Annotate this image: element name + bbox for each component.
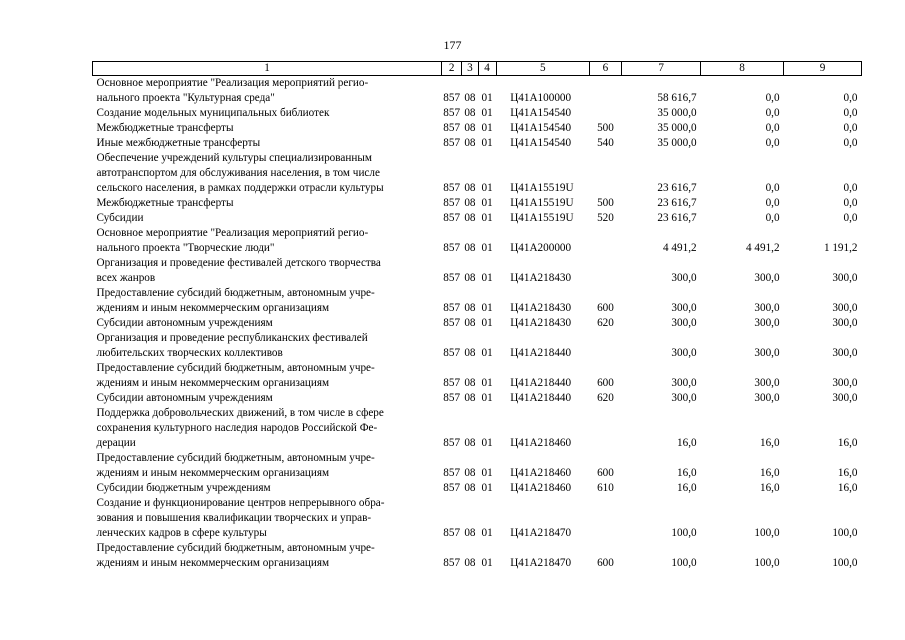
- row-name-line: Создание модельных муниципальных библиотек: [96, 107, 330, 119]
- col-section: 857: [443, 137, 461, 149]
- row-name: [93, 226, 442, 256]
- row-name: [93, 496, 442, 541]
- col-amount-2: 300,0: [754, 272, 780, 284]
- col-target-code: Ц41А218460: [510, 467, 572, 479]
- col-amount-3: 0,0: [843, 197, 858, 209]
- col-amount-1: 23 616,7: [657, 212, 697, 224]
- col-chapter: 08: [464, 377, 476, 389]
- col-subsection: 01: [481, 122, 493, 134]
- table-row: [93, 316, 862, 331]
- col-amount-3: 300,0: [832, 392, 858, 404]
- col-amount-1: 16,0: [677, 437, 697, 449]
- row-name-line: зования и повышения квалификации творческих и управ-: [96, 512, 372, 524]
- table-row: [93, 196, 862, 211]
- col-chapter: 08: [464, 182, 476, 194]
- row-name-line: ждениям и иным некоммерческим организациям: [96, 557, 330, 569]
- col-target-code: Ц41А218460: [510, 482, 572, 494]
- col-amount-1: 58 616,7: [657, 92, 697, 104]
- col-target-code: Ц41А218430: [510, 272, 572, 284]
- col-target-code: Ц41А15519U: [510, 182, 574, 194]
- col-amount-2: 0,0: [765, 92, 780, 104]
- col-expense-type: 620: [597, 392, 614, 404]
- header-cell: 2: [442, 62, 462, 76]
- row-name-line: ждениям и иным некоммерческим организациям: [96, 302, 330, 314]
- col-amount-3: 300,0: [832, 272, 858, 284]
- col-subsection: 01: [481, 392, 493, 404]
- table-row: [93, 256, 862, 286]
- col-section: 857: [443, 557, 461, 569]
- row-name-line: Организация и проведение фестивалей детского творчества: [96, 257, 381, 269]
- col-expense-type: [589, 496, 621, 541]
- col-amount-1: 300,0: [671, 302, 697, 314]
- header-cell: 6: [589, 62, 621, 76]
- col-target-code: Ц41А154540: [510, 107, 572, 119]
- col-amount-1: 23 616,7: [657, 197, 697, 209]
- col-target-code: Ц41А154540: [510, 122, 572, 134]
- col-chapter: 08: [464, 107, 476, 119]
- col-amount-2: 0,0: [765, 197, 780, 209]
- col-amount-3: 16,0: [837, 437, 858, 449]
- row-name: [93, 121, 442, 136]
- col-target-code: Ц41А218440: [510, 347, 572, 359]
- row-name-line: сохранения культурного наследия народов Российской Фе-: [96, 422, 378, 434]
- col-section: 857: [443, 467, 461, 479]
- col-amount-1: 100,0: [671, 557, 697, 569]
- col-section: 857: [443, 437, 461, 449]
- col-expense-type: [589, 331, 621, 361]
- col-target-code: Ц41А218470: [510, 527, 572, 539]
- col-section: 857: [443, 317, 461, 329]
- page-number: 177: [443, 38, 462, 52]
- col-expense-type: 600: [597, 467, 614, 479]
- col-subsection: 01: [481, 92, 493, 104]
- row-name: [93, 541, 442, 571]
- row-name-line: ждениям и иным некоммерческим организациям: [96, 377, 330, 389]
- col-section: 857: [443, 212, 461, 224]
- col-chapter: 08: [464, 347, 476, 359]
- row-name-line: всех жанров: [96, 272, 156, 284]
- table-row: [93, 406, 862, 451]
- row-name-line: Предоставление субсидий бюджетным, автономным учре-: [96, 362, 375, 374]
- col-amount-3: 0,0: [843, 122, 858, 134]
- col-amount-3: 16,0: [837, 482, 858, 494]
- col-amount-3: 16,0: [837, 467, 858, 479]
- col-amount-1: 100,0: [671, 527, 697, 539]
- col-chapter: 08: [464, 467, 476, 479]
- row-name-line: любительских творческих коллективов: [96, 347, 283, 359]
- col-section: 857: [443, 377, 461, 389]
- table-row: [93, 541, 862, 571]
- col-section: 857: [443, 122, 461, 134]
- col-subsection: 01: [481, 317, 493, 329]
- header-cell: 8: [701, 62, 784, 76]
- col-target-code: Ц41А15519U: [510, 197, 574, 209]
- row-name: [93, 406, 442, 451]
- col-target-code: Ц41А218440: [510, 392, 572, 404]
- row-name: [93, 136, 442, 151]
- col-amount-3: 100,0: [832, 557, 858, 569]
- col-subsection: 01: [481, 377, 493, 389]
- col-chapter: 08: [464, 122, 476, 134]
- table-row: [93, 226, 862, 256]
- row-name-line: Межбюджетные трансферты: [96, 122, 234, 134]
- col-target-code: Ц41А15519U: [510, 212, 574, 224]
- col-chapter: 08: [464, 317, 476, 329]
- col-subsection: 01: [481, 182, 493, 194]
- col-expense-type: 610: [597, 482, 614, 494]
- col-amount-3: 100,0: [832, 527, 858, 539]
- row-name: [93, 211, 442, 226]
- header-cell: 4: [478, 62, 496, 76]
- col-expense-type: [589, 226, 621, 256]
- row-name-line: Предоставление субсидий бюджетным, автономным учре-: [96, 452, 375, 464]
- col-amount-2: 16,0: [759, 482, 780, 494]
- row-name-line: дерации: [96, 437, 136, 449]
- col-amount-3: 300,0: [832, 317, 858, 329]
- row-name-line: Основное мероприятие "Реализация мероприятий регио-: [96, 77, 369, 89]
- col-expense-type: [589, 256, 621, 286]
- col-amount-3: 300,0: [832, 377, 858, 389]
- col-subsection: 01: [481, 302, 493, 314]
- col-target-code: Ц41А218470: [510, 557, 572, 569]
- col-amount-2: 16,0: [759, 467, 780, 479]
- table-row: [93, 106, 862, 121]
- row-name-line: Поддержка добровольческих движений, в том числе в сфере: [96, 407, 384, 419]
- col-chapter: 08: [464, 197, 476, 209]
- header-cell: 5: [496, 62, 589, 76]
- col-amount-2: 0,0: [765, 122, 780, 134]
- row-name-line: Субсидии автономным учреждениям: [96, 392, 273, 404]
- header-cell: 3: [462, 62, 478, 76]
- row-name-line: ждениям и иным некоммерческим организациям: [96, 467, 330, 479]
- col-amount-2: 100,0: [754, 557, 780, 569]
- header-cell: 9: [784, 62, 862, 76]
- col-amount-1: 35 000,0: [657, 107, 697, 119]
- row-name: [93, 76, 442, 107]
- row-name: [93, 106, 442, 121]
- table-row: [93, 361, 862, 391]
- col-subsection: 01: [481, 467, 493, 479]
- col-amount-1: 35 000,0: [657, 137, 697, 149]
- col-amount-3: 0,0: [843, 212, 858, 224]
- col-subsection: 01: [481, 137, 493, 149]
- row-name-line: Межбюджетные трансферты: [96, 197, 234, 209]
- col-section: 857: [443, 302, 461, 314]
- col-amount-3: 0,0: [843, 92, 858, 104]
- col-amount-2: 100,0: [754, 527, 780, 539]
- col-target-code: Ц41А100000: [510, 92, 572, 104]
- col-section: 857: [443, 527, 461, 539]
- col-target-code: Ц41А218440: [510, 377, 572, 389]
- col-section: 857: [443, 182, 461, 194]
- col-expense-type: 600: [597, 377, 614, 389]
- header-cell: 7: [622, 62, 701, 76]
- col-amount-3: 0,0: [843, 182, 858, 194]
- col-amount-1: 300,0: [671, 272, 697, 284]
- row-name-line: Иные межбюджетные трансферты: [96, 137, 261, 149]
- col-expense-type: 600: [597, 302, 614, 314]
- row-name-line: Субсидии: [96, 212, 144, 224]
- row-name-line: Обеспечение учреждений культуры специализированным: [96, 152, 372, 164]
- col-expense-type: 520: [597, 212, 614, 224]
- col-subsection: 01: [481, 107, 493, 119]
- col-amount-1: 16,0: [677, 482, 697, 494]
- col-expense-type: [589, 106, 621, 121]
- col-expense-type: [589, 76, 621, 107]
- col-amount-3: 300,0: [832, 347, 858, 359]
- col-amount-2: 300,0: [754, 377, 780, 389]
- row-name-line: нального проекта "Культурная среда": [96, 92, 275, 104]
- col-chapter: 08: [464, 557, 476, 569]
- table-row: [93, 136, 862, 151]
- row-name: [93, 331, 442, 361]
- col-amount-3: 0,0: [843, 107, 858, 119]
- col-amount-2: 16,0: [759, 437, 780, 449]
- col-section: 857: [443, 272, 461, 284]
- row-name-line: Субсидии автономным учреждениям: [96, 317, 273, 329]
- col-expense-type: 500: [597, 197, 614, 209]
- col-subsection: 01: [481, 527, 493, 539]
- col-subsection: 01: [481, 212, 493, 224]
- row-name: [93, 451, 442, 481]
- col-chapter: 08: [464, 212, 476, 224]
- col-section: 857: [443, 107, 461, 119]
- col-subsection: 01: [481, 347, 493, 359]
- col-amount-2: 300,0: [754, 392, 780, 404]
- row-name: [93, 391, 442, 406]
- col-subsection: 01: [481, 242, 493, 254]
- col-section: 857: [443, 482, 461, 494]
- col-chapter: 08: [464, 242, 476, 254]
- row-name-line: Организация и проведение республиканских фестивалей: [96, 332, 368, 344]
- col-chapter: 08: [464, 92, 476, 104]
- col-amount-2: 0,0: [765, 212, 780, 224]
- col-expense-type: 500: [597, 122, 614, 134]
- header-cell: 1: [93, 62, 442, 76]
- row-name-line: ленческих кадров в сфере культуры: [96, 527, 267, 539]
- col-amount-3: 300,0: [832, 302, 858, 314]
- table-row: [93, 481, 862, 496]
- col-amount-2: 4 491,2: [745, 242, 780, 254]
- col-expense-type: 600: [597, 557, 614, 569]
- col-chapter: 08: [464, 527, 476, 539]
- col-amount-2: 0,0: [765, 182, 780, 194]
- budget-table: [92, 61, 862, 571]
- col-amount-2: 300,0: [754, 302, 780, 314]
- col-chapter: 08: [464, 392, 476, 404]
- table-row: [93, 121, 862, 136]
- col-section: 857: [443, 347, 461, 359]
- col-section: 857: [443, 92, 461, 104]
- row-name-line: автотранспортом для обслуживания населения, в том числе: [96, 167, 380, 179]
- row-name: [93, 151, 442, 196]
- table-row: [93, 286, 862, 316]
- col-section: 857: [443, 392, 461, 404]
- row-name: [93, 361, 442, 391]
- col-subsection: 01: [481, 272, 493, 284]
- row-name-line: Предоставление субсидий бюджетным, автономным учре-: [96, 542, 375, 554]
- col-target-code: Ц41А218460: [510, 437, 572, 449]
- row-name: [93, 196, 442, 211]
- col-subsection: 01: [481, 482, 493, 494]
- table-row: [93, 211, 862, 226]
- col-amount-1: 16,0: [677, 467, 697, 479]
- row-name: [93, 481, 442, 496]
- col-amount-2: 0,0: [765, 107, 780, 119]
- row-name: [93, 286, 442, 316]
- table-row: [93, 76, 862, 107]
- col-amount-1: 35 000,0: [657, 122, 697, 134]
- col-chapter: 08: [464, 272, 476, 284]
- col-target-code: Ц41А218430: [510, 302, 572, 314]
- row-name-line: нального проекта "Творческие люди": [96, 242, 275, 254]
- col-target-code: Ц41А154540: [510, 137, 572, 149]
- col-expense-type: [589, 151, 621, 196]
- table-row: [93, 391, 862, 406]
- row-name-line: Основное мероприятие "Реализация мероприятий регио-: [96, 227, 369, 239]
- col-subsection: 01: [481, 437, 493, 449]
- table-row: [93, 496, 862, 541]
- row-name: [93, 256, 442, 286]
- col-chapter: 08: [464, 137, 476, 149]
- col-chapter: 08: [464, 437, 476, 449]
- col-expense-type: 620: [597, 317, 614, 329]
- table-row: [93, 451, 862, 481]
- col-amount-1: 300,0: [671, 392, 697, 404]
- row-name-line: сельского населения, в рамках поддержки отрасли культуры: [96, 182, 384, 194]
- col-expense-type: [589, 406, 621, 451]
- col-target-code: Ц41А200000: [510, 242, 572, 254]
- col-amount-1: 300,0: [671, 317, 697, 329]
- col-amount-3: 1 191,2: [823, 242, 858, 254]
- col-amount-1: 300,0: [671, 377, 697, 389]
- col-section: 857: [443, 197, 461, 209]
- col-amount-2: 0,0: [765, 137, 780, 149]
- col-expense-type: 540: [597, 137, 614, 149]
- col-amount-2: 300,0: [754, 347, 780, 359]
- col-chapter: 08: [464, 482, 476, 494]
- table-row: [93, 151, 862, 196]
- col-chapter: 08: [464, 302, 476, 314]
- col-amount-3: 0,0: [843, 137, 858, 149]
- row-name-line: Предоставление субсидий бюджетным, автономным учре-: [96, 287, 375, 299]
- col-amount-1: 300,0: [671, 347, 697, 359]
- col-amount-1: 4 491,2: [663, 242, 697, 254]
- col-target-code: Ц41А218430: [510, 317, 572, 329]
- col-section: 857: [443, 242, 461, 254]
- table-row: [93, 331, 862, 361]
- col-subsection: 01: [481, 197, 493, 209]
- row-name-line: Создание и функционирование центров непрерывного обра-: [96, 497, 385, 509]
- col-amount-2: 300,0: [754, 317, 780, 329]
- row-name-line: Субсидии бюджетным учреждениям: [96, 482, 271, 494]
- col-subsection: 01: [481, 557, 493, 569]
- col-amount-1: 23 616,7: [657, 182, 697, 194]
- header-row: [93, 62, 862, 76]
- row-name: [93, 316, 442, 331]
